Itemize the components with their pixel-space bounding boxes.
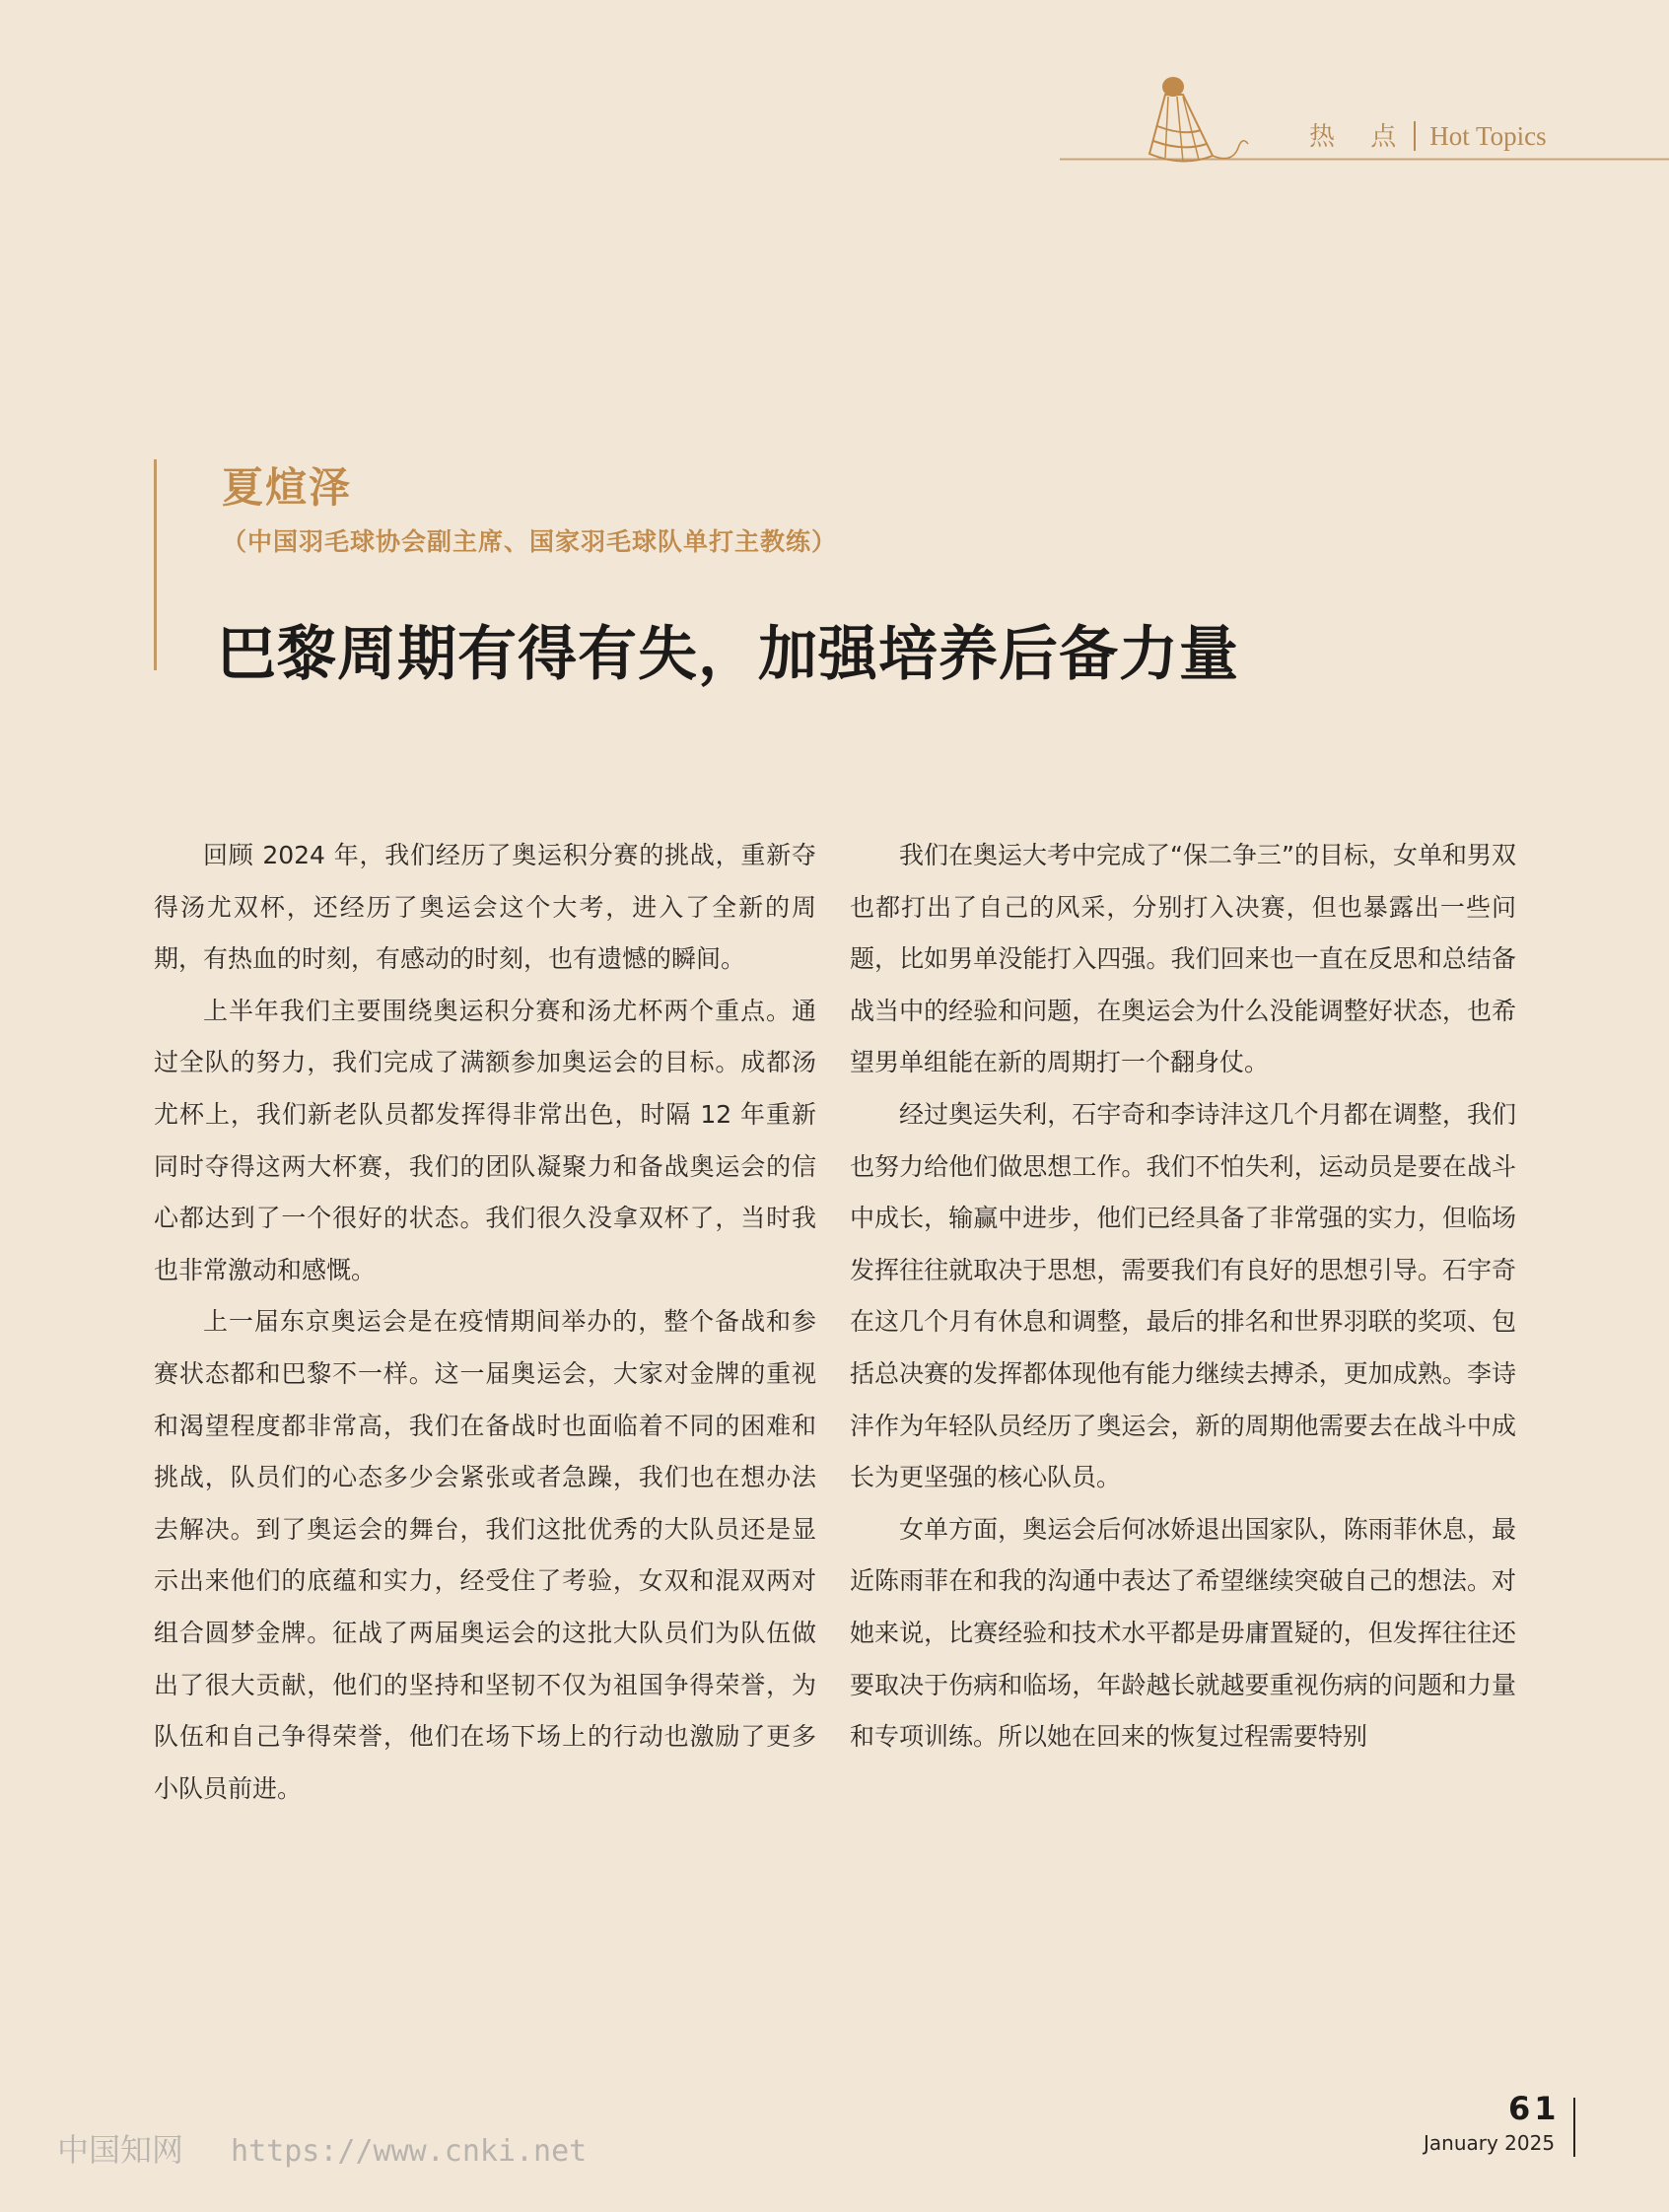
watermark-cn: 中国知网 [57, 2131, 184, 2169]
watermark-url: https://www.cnki.net [231, 2134, 588, 2169]
paragraph: 上半年我们主要围绕奥运积分赛和汤尤杯两个重点。通过全队的努力，我们完成了满额参加奥运会的目标。成都汤尤杯上，我们新老队员都发挥得非常出色，时隔 12 年重新同时夺得这两大杯赛，我们的团队凝聚力和备战奥运会的信心都达到了一个很好的状态。我们很久没拿双杯了，当时我也非常激动和感慨。 [154, 996, 816, 1284]
paragraph: 经过奥运失利，石宇奇和李诗沣这几个月都在调整，我们也努力给他们做思想工作。我们不怕失利，运动员是要在战斗中成长，输赢中进步，他们已经具备了非常强的实力，但临场发挥往往就取决于思想，需要我们有良好的思想引导。石宇奇在这几个月有休息和调整，最后的排名和世界羽联的奖项、包括总决赛的发挥都体现他有能力继续去搏杀，更加成熟。李诗沣作为年轻队员经历了奥运会，新的周期他需要去在战斗中成长为更坚强的核心队员。 [850, 1099, 1516, 1492]
article-title: 巴黎周期有得有失，加强培养后备力量 [217, 620, 1239, 689]
issue-date: January 2025 [1424, 2131, 1556, 2155]
paragraph: 女单方面，奥运会后何冰娇退出国家队，陈雨菲休息，最近陈雨菲在和我的沟通中表达了希望继续突破自己的想法。对她来说，比赛经验和技术水平都是毋庸置疑的，但发挥往往还要取决于伤病和临场，年龄越长就越要重视伤病的问题和力量和专项训练。所以她在回来的恢复过程需要特别 [850, 1514, 1516, 1752]
section-divider [1414, 121, 1416, 151]
right-column [850, 830, 1516, 1763]
section-label-cn: 热 点 [1309, 122, 1411, 152]
page-number: 61 [1508, 2090, 1561, 2127]
paragraph: 回顾 2024 年，我们经历了奥运积分赛的挑战，重新夺得汤尤双杯，还经历了奥运会这个大考，进入了全新的周期，有热血的时刻，有感动的时刻，也有遗憾的瞬间。 [154, 841, 816, 974]
cnki-watermark [57, 2125, 587, 2171]
section-label-en: Hot Topics [1429, 121, 1547, 151]
paragraph: 我们在奥运大考中完成了“保二争三”的目标，女单和男双也都打出了自己的风采，分别打入决赛，但也暴露出一些问题，比如男单没能打入四强。我们回来也一直在反思和总结备战当中的经验和问题，在奥运会为什么没能调整好状态，也希望男单组能在新的周期打一个翻身仗。 [850, 841, 1516, 1077]
left-column [154, 830, 816, 1815]
paragraph: 上一届东京奥运会是在疫情期间举办的，整个备战和参赛状态都和巴黎不一样。这一届奥运会，大家对金牌的重视和渴望程度都非常高，我们在备战时也面临着不同的困难和挑战，队员们的心态多少会紧张或者急躁，我们也在想办法去解决。到了奥运会的舞台，我们这批优秀的大队员还是显示出来他们的底蕴和实力，经受住了考验，女双和混双两对组合圆梦金牌。征战了两届奥运会的这批大队员们为队伍做出了很大贡献，他们的坚持和坚韧不仅为祖国争得荣誉，为队伍和自己争得荣誉，他们在场下场上的行动也激励了更多小队员前进。 [154, 1307, 816, 1803]
shuttlecock-icon [1144, 67, 1262, 175]
author-name: 夏煊泽 [222, 463, 353, 512]
author-role: （中国羽毛球协会副主席、国家羽毛球队单打主教练） [222, 527, 838, 556]
footer-rule [1573, 2098, 1575, 2157]
section-label [1309, 116, 1547, 153]
